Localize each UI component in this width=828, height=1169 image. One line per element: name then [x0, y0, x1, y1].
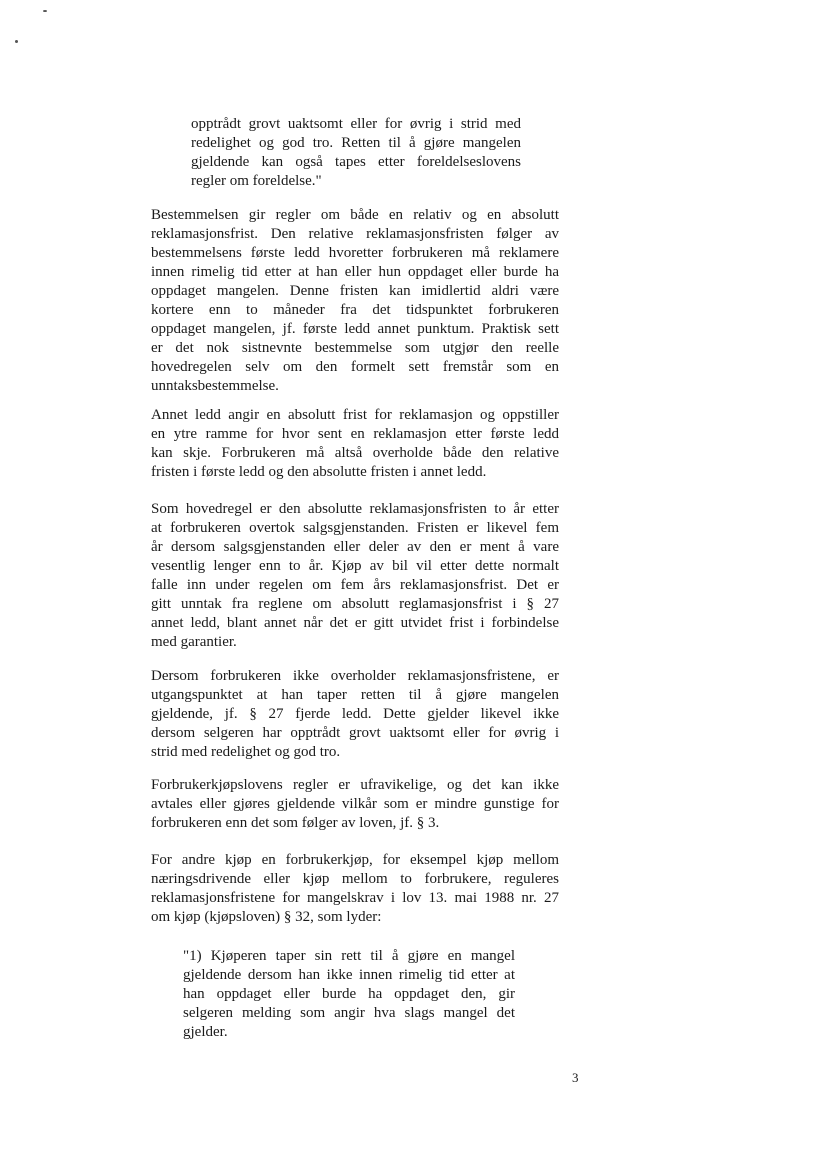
quote-kjopsloven-32 [183, 947, 515, 1042]
text-line: For andre kjøp en forbrukerkjøp, for eksempel kjøp mellom [151, 852, 559, 868]
text-line: regler om foreldelse." [191, 173, 322, 189]
quote-continuation [191, 115, 521, 191]
text-line: redelighet og god tro. Retten til å gjøre mangelen [191, 135, 521, 151]
text-line: at forbrukeren overtok salgsgjenstanden. Fristen er likevel fem [151, 520, 559, 536]
scan-speck [43, 10, 47, 12]
text-line: reklamasjonsfristene for mangelskrav i lov 13. mai 1988 nr. 27 [151, 890, 559, 906]
text-line: kan skje. Forbrukeren må altså overholde både den relative [151, 445, 559, 461]
text-line: bestemmelsens første ledd hvoretter forbrukeren må reklamere [151, 245, 559, 261]
text-line: om kjøp (kjøpsloven) § 32, som lyder: [151, 909, 382, 925]
text-line: reklamasjonsfrist. Den relative reklamasjonsfristen følger av [151, 226, 559, 242]
text-line: gjeldende kan også tapes etter foreldelseslovens [191, 154, 521, 170]
paragraph-annet-ledd [151, 406, 559, 482]
text-line: unntaksbestemmelse. [151, 378, 279, 394]
text-line: avtales eller gjøres gjeldende vilkår som er mindre gunstige for [151, 796, 559, 812]
paragraph-andre-kjop [151, 851, 559, 927]
text-line: oppdaget mangelen. Denne fristen kan imidlertid aldri være [151, 283, 559, 299]
text-line: oppdaget mangelen, jf. første ledd annet punktum. Praktisk sett [151, 321, 559, 337]
paragraph-overholder-ikke [151, 667, 559, 762]
text-line: han oppdaget eller burde ha oppdaget den, gir [183, 986, 515, 1002]
text-line: utgangspunktet at han taper retten til å gjøre mangelen [151, 687, 559, 703]
text-line: Annet ledd angir en absolutt frist for reklamasjon og oppstiller [151, 407, 559, 423]
text-line: gjeldende, jf. § 27 fjerde ledd. Dette gjelder likevel ikke [151, 706, 559, 722]
text-line: selgeren melding som angir hva slags mangel det [183, 1005, 515, 1021]
text-line: en ytre ramme for hvor sent en reklamasjon etter første ledd [151, 426, 559, 442]
text-line: hovedregelen selv om den formelt sett fremstår som en [151, 359, 559, 375]
paragraph-relative-absolute-frist [151, 206, 559, 396]
text-line: næringsdrivende eller kjøp mellom to forbrukere, reguleres [151, 871, 559, 887]
text-line: gjelder. [183, 1024, 228, 1040]
text-line: innen rimelig tid etter at han eller hun oppdaget eller burde ha [151, 264, 559, 280]
text-line: fristen i første ledd og den absolutte fristen i annet ledd. [151, 464, 487, 480]
text-line: Bestemmelsen gir regler om både en relativ og en absolutt [151, 207, 559, 223]
text-line: med garantier. [151, 634, 237, 650]
text-line: dersom selgeren har opptrådt grovt uaktsomt eller for øvrig i [151, 725, 559, 741]
paragraph-hovedregel [151, 500, 559, 652]
scan-speck [15, 40, 18, 43]
text-line: år dersom salgsgjenstanden eller deler av den er ment å vare [151, 539, 559, 555]
text-line: forbrukeren enn det som følger av loven, jf. § 3. [151, 815, 440, 831]
text-line: opptrådt grovt uaktsomt eller for øvrig i strid med [191, 116, 521, 132]
text-line: falle inn under regelen om fem års reklamasjonsfrist. Det er [151, 577, 559, 593]
paragraph-ufravikelige [151, 776, 559, 833]
text-line: Som hovedregel er den absolutte reklamasjonsfristen to år etter [151, 501, 559, 517]
text-line: annet ledd, blant annet når det er gitt utvidet frist i forbindelse [151, 615, 559, 631]
text-line: kortere enn to måneder fra det tidspunktet forbrukeren [151, 302, 559, 318]
text-line: strid med redelighet og god tro. [151, 744, 341, 760]
text-line: Forbrukerkjøpslovens regler er ufravikelige, og det kan ikke [151, 777, 559, 793]
text-line: vesentlig lenger enn to år. Kjøp av bil vil etter dette normalt [151, 558, 559, 574]
text-line: gitt unntak fra reglene om absolutt reglamasjonsfrist i § 27 [151, 596, 559, 612]
text-line: Dersom forbrukeren ikke overholder reklamasjonsfristene, er [151, 668, 559, 684]
text-line: "1) Kjøperen taper sin rett til å gjøre en mangel [183, 948, 515, 964]
text-line: gjeldende dersom han ikke innen rimelig tid etter at [183, 967, 515, 983]
text-line: er det nok sistnevnte bestemmelse som utgjør den reelle [151, 340, 559, 356]
page-number: 3 [572, 1070, 579, 1085]
